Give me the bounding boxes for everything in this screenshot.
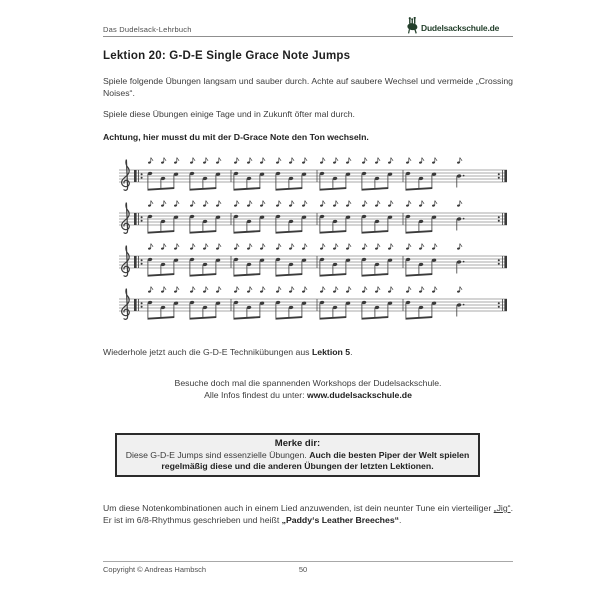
music-score [103, 156, 513, 328]
outro-text-2: . Er ist im 6/8-Rhythmus geschrieben und heißt [103, 503, 513, 525]
music-staff-4 [103, 285, 513, 327]
intro-paragraph-bold: Achtung, hier musst du mit der D-Grace Note den Ton wechseln. [103, 132, 369, 142]
outro-period: . [399, 514, 402, 525]
merke-body [123, 450, 472, 471]
merke-heading: Merke dir: [274, 438, 321, 449]
outro-paragraph [103, 503, 513, 526]
footer-rule [103, 561, 513, 562]
logo-text: Dudelsackschule.de [421, 23, 500, 33]
promo-line-2 [103, 390, 513, 400]
lesson-title: Lektion 20: G-D-E Single Grace Note Jumps [103, 50, 351, 62]
wiederhole-lektion5: Lektion 5 [311, 347, 351, 357]
footer-page-number: 50 [298, 565, 308, 574]
bagpipe-icon [406, 17, 419, 39]
outro-text-1: Um diese Notenkombinationen auch in einem Lied anzuwenden, ist dein neunter Tune ein vierteiliger [103, 503, 494, 513]
wiederhole-text: Wiederhole jetzt auch die G-D-E Technikübungen aus [103, 347, 312, 357]
dudelsackschule-logo [406, 17, 499, 39]
wiederhole-period: . [350, 347, 353, 357]
footer-copyright: Copyright © Andreas Hambsch [103, 565, 207, 574]
promo-url: www.dudelsackschule.de [306, 390, 412, 400]
promo-line-2-text: Alle Infos findest du unter: [204, 390, 307, 400]
header-book-title: Das Dudelsack-Lehrbuch [103, 25, 192, 34]
music-staff-1 [103, 156, 513, 198]
intro-paragraph-1: Spiele folgende Übungen langsam und sauber durch. Achte auf saubere Wechsel und vermeide „Crossing Noises“. [103, 76, 513, 98]
outro-tune-name: „Paddy‘s Leather Breeches“ [281, 514, 399, 525]
merke-body-bold: Auch die besten Piper der Welt spielen regelmäßig diese und die anderen Übungen der letzten Lektionen. [161, 450, 470, 471]
promo-line-1: Besuche doch mal die spannenden Workshops der Dudelsackschule. [174, 378, 442, 388]
merke-dir-box [115, 433, 480, 477]
music-staff-2 [103, 199, 513, 241]
wiederhole-paragraph [103, 347, 513, 359]
intro-paragraph-2: Spiele diese Übungen einige Tage und in Zukunft öfter mal durch. [103, 109, 355, 119]
merke-body-normal: Diese G-D-E Jumps sind essenzielle Übungen. [125, 450, 310, 460]
music-staff-3 [103, 242, 513, 284]
outro-jig: „Jig“ [493, 503, 511, 513]
